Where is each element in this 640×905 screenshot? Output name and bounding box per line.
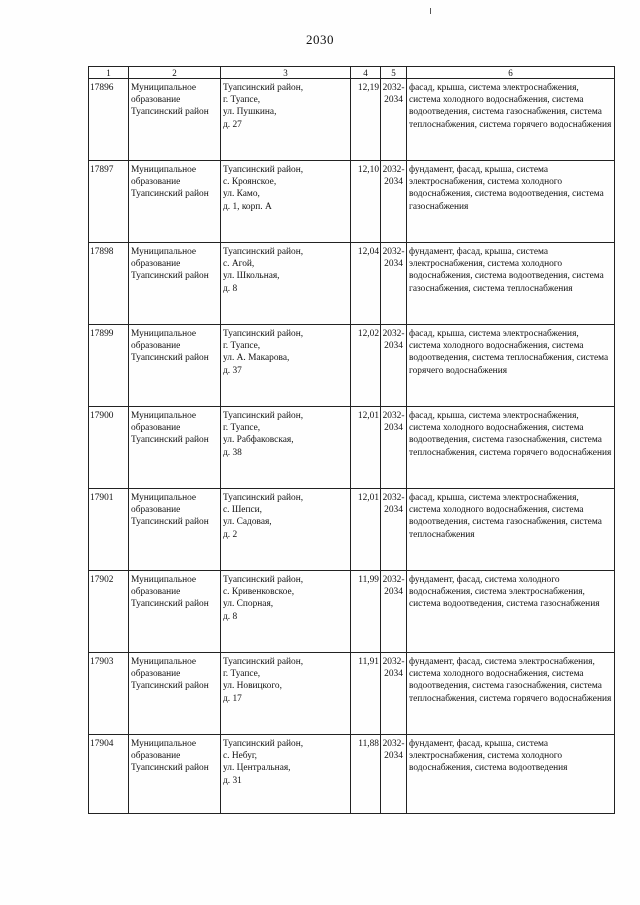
record-number: 17896 — [89, 79, 129, 161]
table-row — [89, 653, 615, 735]
owner-line: образование — [131, 587, 181, 598]
record-number: 17897 — [89, 161, 129, 243]
address-line: с. Небуг, — [223, 751, 258, 762]
owner-line: образование — [131, 505, 181, 516]
period-end: 2034 — [384, 177, 403, 188]
address-line: ул. Пушкина, — [223, 107, 277, 118]
period-start: 2032- — [382, 493, 405, 503]
address-line: г. Туапсе, — [223, 95, 261, 106]
period-end: 2034 — [384, 423, 403, 434]
address-cell — [221, 489, 351, 571]
period-cell — [381, 735, 407, 814]
address-line: Туапсинский район, — [223, 165, 304, 175]
owner-line: образование — [131, 259, 181, 270]
address-cell — [221, 735, 351, 814]
owner-line: Туапсинский район — [131, 271, 209, 282]
address-line: ул. Камо, — [223, 189, 260, 200]
works-list: фундамент, фасад, крыша, система электроснабжения, система холодного водоснабжения, система водоотведения — [407, 735, 615, 814]
period-start: 2032- — [382, 83, 405, 93]
owner-line: образование — [131, 95, 181, 106]
address-line: Туапсинский район, — [223, 739, 304, 749]
period-start: 2032- — [382, 657, 405, 667]
owner-cell — [129, 571, 221, 653]
owner-cell — [129, 79, 221, 161]
owner-line: Туапсинский район — [131, 353, 209, 364]
address-line: с. Агой, — [223, 259, 255, 270]
column-number: 4 — [351, 67, 381, 79]
address-line: ул. Школьная, — [223, 271, 280, 282]
period-start: 2032- — [382, 739, 405, 749]
address-line: Туапсинский район, — [223, 247, 304, 257]
address-cell — [221, 653, 351, 735]
address-line: ул. Спорная, — [223, 599, 274, 610]
record-number: 17898 — [89, 243, 129, 325]
area-value: 12,04 — [351, 243, 381, 325]
address-line: с. Кривенковское, — [223, 587, 295, 598]
address-line: д. 17 — [223, 693, 242, 704]
address-cell — [221, 325, 351, 407]
period-start: 2032- — [382, 329, 405, 339]
works-list: фасад, крыша, система электроснабжения, система холодного водоснабжения, система водоотведения, система теплоснабжения, система горячего водоснабжения — [407, 325, 615, 407]
record-number: 17904 — [89, 735, 129, 814]
column-number: 1 — [89, 67, 129, 79]
owner-line: Муниципальное — [131, 657, 197, 667]
period-end: 2034 — [384, 259, 403, 270]
owner-cell — [129, 161, 221, 243]
address-line: д. 2 — [223, 529, 238, 540]
column-number: 6 — [407, 67, 615, 79]
page-number: 2030 — [306, 32, 334, 47]
owner-line: образование — [131, 177, 181, 188]
owner-line: Туапсинский район — [131, 435, 209, 446]
period-end: 2034 — [384, 587, 403, 598]
address-line: д. 27 — [223, 119, 242, 130]
owner-line: Туапсинский район — [131, 107, 209, 118]
period-end: 2034 — [384, 95, 403, 106]
column-number: 2 — [129, 67, 221, 79]
works-list: фасад, крыша, система электроснабжения, система холодного водоснабжения, система водоотведения, система газоснабжения, система теплоснабжения — [407, 489, 615, 571]
record-number: 17902 — [89, 571, 129, 653]
owner-line: образование — [131, 341, 181, 352]
address-line: Туапсинский район, — [223, 657, 304, 667]
address-line: ул. Центральная, — [223, 763, 291, 774]
address-line: г. Туапсе, — [223, 341, 261, 352]
address-cell — [221, 79, 351, 161]
column-number: 3 — [221, 67, 351, 79]
owner-cell — [129, 243, 221, 325]
owner-line: Муниципальное — [131, 247, 197, 257]
owner-line: Туапсинский район — [131, 189, 209, 200]
period-end: 2034 — [384, 751, 403, 762]
address-cell — [221, 407, 351, 489]
housing-repair-table — [88, 66, 615, 814]
period-cell — [381, 489, 407, 571]
owner-line: Муниципальное — [131, 575, 197, 585]
table-row — [89, 735, 615, 814]
owner-cell — [129, 325, 221, 407]
record-number: 17903 — [89, 653, 129, 735]
owner-cell — [129, 735, 221, 814]
address-line: Туапсинский район, — [223, 83, 304, 93]
owner-line: Туапсинский район — [131, 681, 209, 692]
owner-cell — [129, 407, 221, 489]
address-line: Туапсинский район, — [223, 411, 304, 421]
address-line: Туапсинский район, — [223, 575, 304, 585]
address-line: с. Шепси, — [223, 505, 263, 516]
period-start: 2032- — [382, 165, 405, 175]
period-cell — [381, 79, 407, 161]
address-line: г. Туапсе, — [223, 669, 261, 680]
address-line: г. Туапсе, — [223, 423, 261, 434]
owner-cell — [129, 653, 221, 735]
table-row — [89, 407, 615, 489]
address-line: д. 38 — [223, 447, 242, 458]
record-number: 17899 — [89, 325, 129, 407]
period-end: 2034 — [384, 505, 403, 516]
address-cell — [221, 571, 351, 653]
address-line: с. Кроянское, — [223, 177, 277, 188]
address-line: д. 1, корп. А — [223, 201, 272, 212]
area-value: 12,01 — [351, 407, 381, 489]
record-number: 17900 — [89, 407, 129, 489]
address-line: Туапсинский район, — [223, 329, 304, 339]
address-line: ул. Рабфаковская, — [223, 435, 294, 446]
period-cell — [381, 653, 407, 735]
area-value: 11,88 — [351, 735, 381, 814]
owner-line: Муниципальное — [131, 739, 197, 749]
owner-line: Муниципальное — [131, 165, 197, 175]
column-number-row — [89, 67, 615, 79]
area-value: 12,19 — [351, 79, 381, 161]
period-cell — [381, 571, 407, 653]
owner-line: Туапсинский район — [131, 763, 209, 774]
period-cell — [381, 243, 407, 325]
owner-line: образование — [131, 423, 181, 434]
period-start: 2032- — [382, 575, 405, 585]
address-cell — [221, 243, 351, 325]
period-end: 2034 — [384, 669, 403, 680]
works-list: фасад, крыша, система электроснабжения, система холодного водоснабжения, система водоотведения, система газоснабжения, система теплоснабжения, система горячего водоснабжения — [407, 79, 615, 161]
period-cell — [381, 407, 407, 489]
record-number: 17901 — [89, 489, 129, 571]
works-list: фасад, крыша, система электроснабжения, система холодного водоснабжения, система водоотведения, система газоснабжения, система теплоснабжения, система горячего водоснабжения — [407, 407, 615, 489]
period-cell — [381, 325, 407, 407]
scan-mark — [430, 8, 431, 14]
area-value: 12,01 — [351, 489, 381, 571]
table-row — [89, 243, 615, 325]
table-row — [89, 325, 615, 407]
owner-line: Муниципальное — [131, 411, 197, 421]
owner-cell — [129, 489, 221, 571]
address-line: д. 37 — [223, 365, 242, 376]
table-row — [89, 489, 615, 571]
table-row — [89, 161, 615, 243]
owner-line: Туапсинский район — [131, 517, 209, 528]
address-line: ул. Садовая, — [223, 517, 272, 528]
address-line: д. 8 — [223, 611, 238, 622]
works-list: фундамент, фасад, крыша, система электроснабжения, система холодного водоснабжения, система водоотведения, система газоснабжения, система теплоснабжения — [407, 243, 615, 325]
table-row — [89, 571, 615, 653]
owner-line: образование — [131, 669, 181, 680]
address-line: ул. Новицкого, — [223, 681, 282, 692]
area-value: 12,02 — [351, 325, 381, 407]
address-cell — [221, 161, 351, 243]
area-value: 12,10 — [351, 161, 381, 243]
address-line: д. 31 — [223, 775, 242, 786]
works-list: фундамент, фасад, система электроснабжения, система холодного водоснабжения, система водоотведения, система газоснабжения, система теплоснабжения, система горячего водоснабжения — [407, 653, 615, 735]
period-start: 2032- — [382, 411, 405, 421]
owner-line: Муниципальное — [131, 83, 197, 93]
period-cell — [381, 161, 407, 243]
address-line: ул. А. Макарова, — [223, 353, 290, 364]
area-value: 11,91 — [351, 653, 381, 735]
owner-line: Муниципальное — [131, 493, 197, 503]
address-line: Туапсинский район, — [223, 493, 304, 503]
works-list: фундамент, фасад, крыша, система электроснабжения, система холодного водоснабжения, система водоотведения, система газоснабжения — [407, 161, 615, 243]
owner-line: Муниципальное — [131, 329, 197, 339]
column-number: 5 — [381, 67, 407, 79]
works-list: фундамент, фасад, система холодного водоснабжения, система электроснабжения, система водоотведения, система газоснабжения — [407, 571, 615, 653]
owner-line: образование — [131, 751, 181, 762]
area-value: 11,99 — [351, 571, 381, 653]
table-row — [89, 79, 615, 161]
address-line: д. 8 — [223, 283, 238, 294]
owner-line: Туапсинский район — [131, 599, 209, 610]
period-end: 2034 — [384, 341, 403, 352]
period-start: 2032- — [382, 247, 405, 257]
